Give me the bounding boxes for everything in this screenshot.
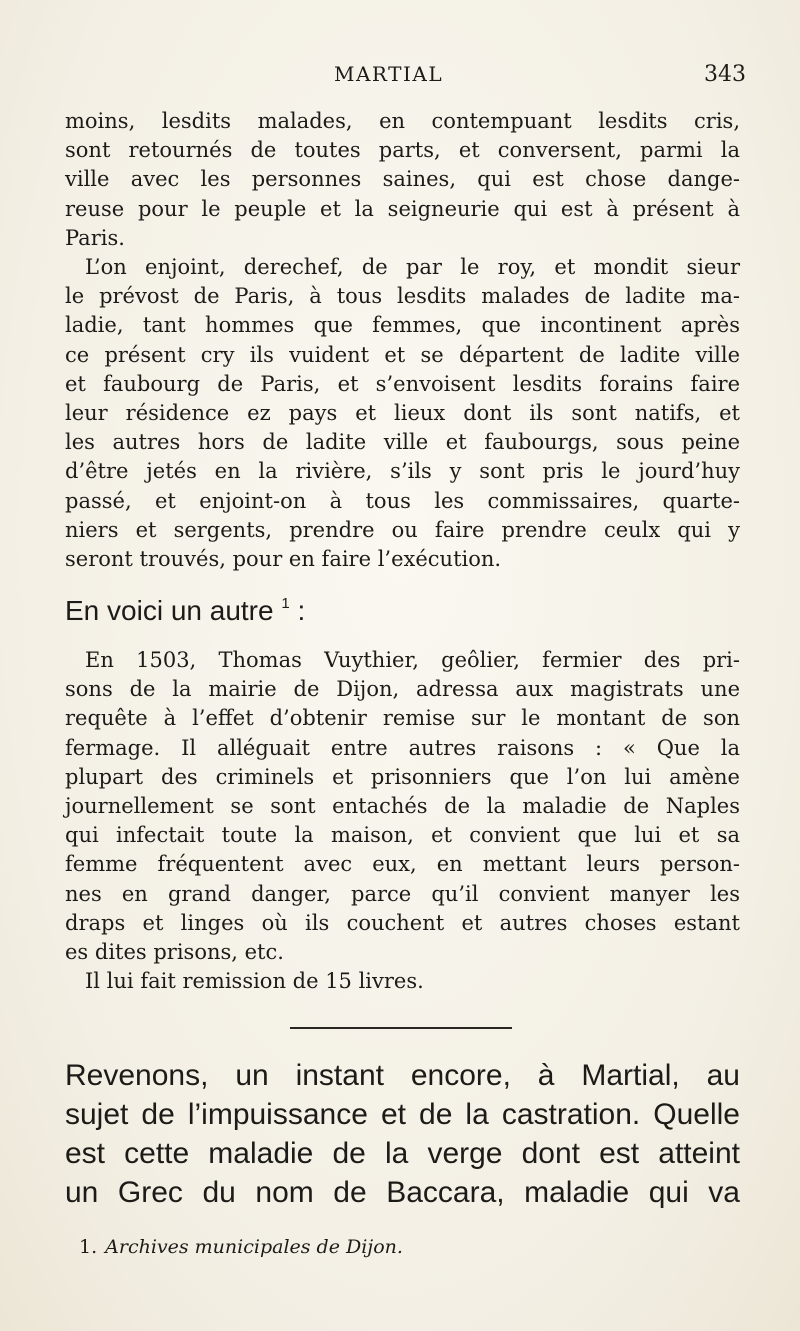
paragraph-4 <box>65 967 740 996</box>
text-line: le prévost de Paris, à tous lesdits malades de ladite ma- <box>65 284 740 309</box>
text-line: et faubourg de Paris, et s’envoisent lesdits forains faire <box>65 371 740 396</box>
text-line: es dites prisons, etc. <box>65 940 284 965</box>
text-line: En 1503, Thomas Vuythier, geôlier, fermier des pri- <box>85 648 740 672</box>
text-line: leur résidence ez pays et lieux dont ils sont natifs, et <box>65 401 740 426</box>
text-line: les autres hors de ladite ville et faubourgs, sous peine <box>65 430 740 455</box>
text-line: L’on enjoint, derechef, de par le roy, et mondit sieur <box>85 255 740 279</box>
footnote-source: Archives municipales de Dijon. <box>105 1236 403 1258</box>
subheading-colon: : <box>289 595 306 626</box>
running-header <box>0 62 800 92</box>
text-line: Revenons, un instant encore, à Martial, au <box>65 1059 740 1092</box>
page-number: 343 <box>704 62 746 87</box>
text-line: Il lui fait remission de 15 livres. <box>85 969 424 993</box>
text-line: niers et sergents, prendre ou faire prendre ceulx qui y <box>65 517 740 542</box>
text-line: fermage. Il alléguait entre autres raisons : « Que la <box>65 735 740 760</box>
text-line: d’être jetés en la rivière, s’ils y sont pris le jourd’huy <box>65 459 740 484</box>
text-line: sons de la mairie de Dijon, adressa aux magistrats une <box>65 677 740 702</box>
text-line: est cette maladie de la verge dont est atteint <box>65 1137 740 1170</box>
text-line: moins, lesdits malades, en contempuant lesdits cris, <box>65 109 740 133</box>
running-title: MARTIAL <box>334 62 444 86</box>
text-line: nes en grand danger, parce qu’il convient manyer les <box>65 881 740 906</box>
text-line: Paris. <box>65 225 125 250</box>
section-divider <box>290 1027 512 1029</box>
footnote <box>79 1236 403 1258</box>
text-line: reuse pour le peuple et la seigneurie qui est à présent à <box>65 196 740 221</box>
paragraph-1 <box>65 107 740 253</box>
subheading <box>65 595 305 627</box>
text-line: sujet de l’impuissance et de la castration. Quelle <box>65 1098 740 1131</box>
text-line: femme fréquentent avec eux, en mettant leurs person- <box>65 852 740 877</box>
text-line: seront trouvés, pour en faire l’exécution. <box>65 547 502 572</box>
text-line: passé, et enjoint-on à tous les commissaires, quarte- <box>65 488 740 513</box>
footnote-number: 1. <box>79 1236 98 1258</box>
text-line: plupart des criminels et prisonniers que l’on lui amène <box>65 764 740 789</box>
text-line: journellement se sont entachés de la maladie de Naples <box>65 794 740 819</box>
text-line: un Grec du nom de Baccara, maladie qui va <box>65 1176 740 1209</box>
text-line: ville avec les personnes saines, qui est chose dange- <box>65 167 740 192</box>
text-line: draps et linges où ils couchent et autres choses estant <box>65 910 740 935</box>
text-line: sont retournés de toutes parts, et conversent, parmi la <box>65 138 740 163</box>
paragraph-5 <box>65 1056 740 1212</box>
text-line: requête à l’effet d’obtenir remise sur le montant de son <box>65 706 740 731</box>
paragraph-2 <box>65 253 740 574</box>
paragraph-3 <box>65 646 740 967</box>
text-line: qui infectait toute la maison, et convient que lui et sa <box>65 823 740 848</box>
text-line: ladie, tant hommes que femmes, que incontinent après <box>65 313 740 338</box>
text-line: ce présent cry ils vuident et se départent de ladite ville <box>65 342 740 367</box>
footnote-reference: 1 <box>281 595 290 612</box>
subheading-text: En voici un autre <box>65 595 274 626</box>
